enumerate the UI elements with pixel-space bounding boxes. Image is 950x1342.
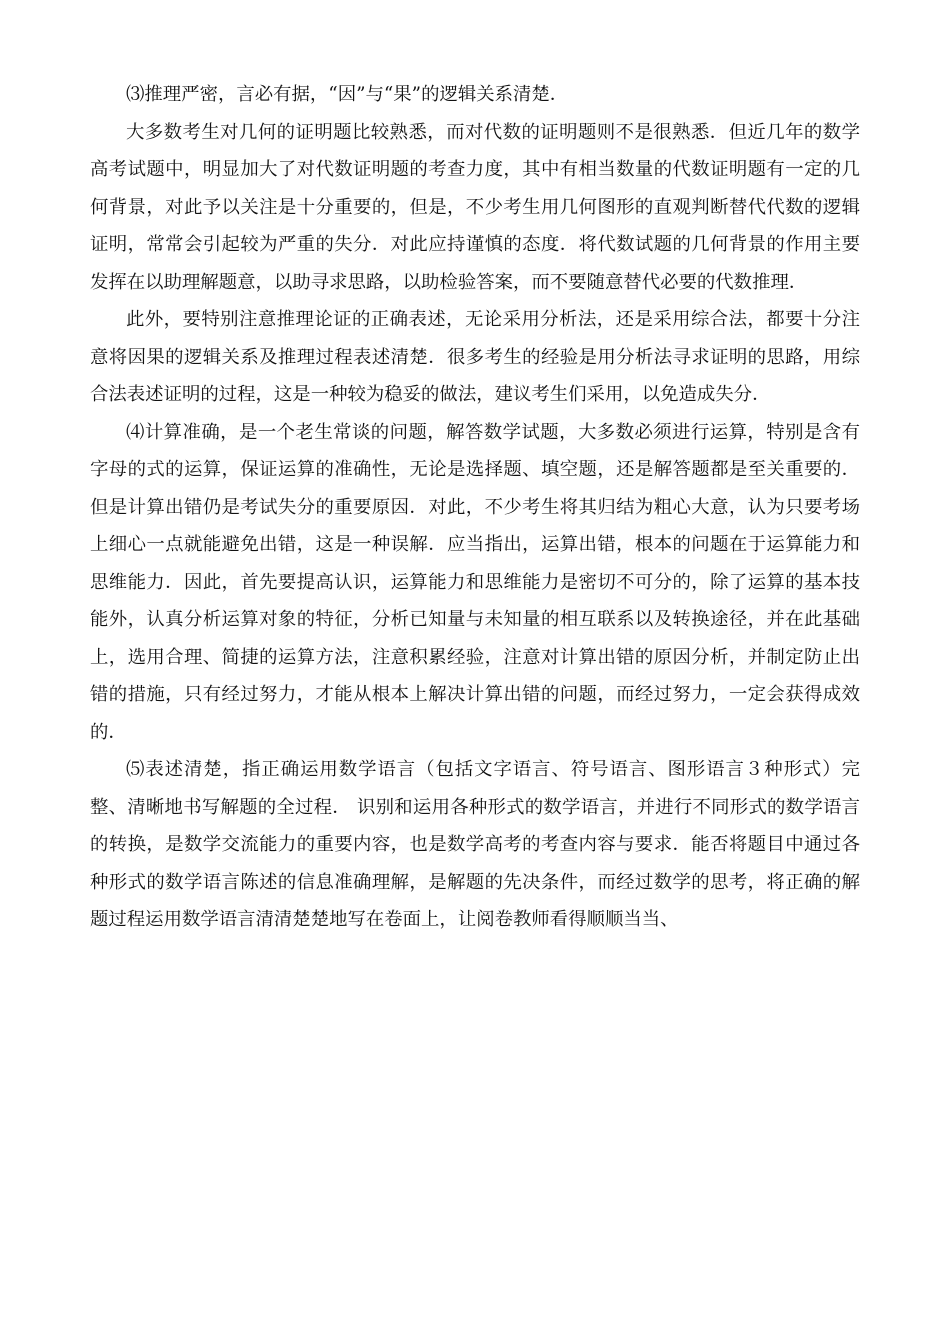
document-page (90, 76, 860, 939)
paragraph-point-3-rigorous-reasoning: ⑶推理严密，言必有据，“因”与“果”的逻辑关系清楚． (126, 84, 569, 105)
paragraph-algebra-proof: 大多数考生对几何的证明题比较熟悉，而对代数的证明题则不是很熟悉．但近几年的数学高考试题中，明显加大了对代数证明题的考查力度，其中有相当数量的代数证明题有一定的几何背景，对此予以关注是十分重要的，但是，不少考生用几何图形的直观判断替代代数的逻辑证明，常常会引起较为严重的失分．对此应持谨慎的态度．将代数试题的几何背景的作用主要发挥在以助理解题意，以助寻求思路，以助检验答案，而不要随意替代必要的代数推理． (90, 121, 860, 293)
paragraph-point-5-clear-expression: ⑸表述清楚，指正确运用数学语言（包括文字语言、符号语言、图形语言３种形式）完整、清晰地书写解题的全过程． 识别和运用各种形式的数学语言，并进行不同形式的数学语言的转换，是数学交流能力的重要内容，也是数学高考的考查内容与要求．能否将题目中通过各种形式的数学语言陈述的信息准确理解，是解题的先决条件，而经过数学的思考，将正确的解题过程运用数学语言清清楚楚地写在卷面上，让阅卷教师看得顺顺当当、 (90, 759, 860, 930)
paragraph-proof-expression: 此外，要特别注意推理论证的正确表述，无论采用分析法，还是采用综合法，都要十分注意将因果的逻辑关系及推理过程表述清楚．很多考生的经验是用分析法寻求证明的思路，用综合法表述证明的过程，这是一种较为稳妥的做法，建议考生们采用，以免造成失分． (90, 309, 860, 405)
paragraph-point-4-accurate-calculation: ⑷计算准确，是一个老生常谈的问题，解答数学试题，大多数必须进行运算，特别是含有字母的式的运算，保证运算的准确性，无论是选择题、填空题，还是解答题都是至关重要的．但是计算出错仍是考试失分的重要原因．对此，不少考生将其归结为粗心大意，认为只要考场上细心一点就能避免出错，这是一种误解．应当指出，运算出错，根本的问题在于运算能力和思维能力．因此，首先要提高认识，运算能力和思维能力是密切不可分的，除了运算的基本技能外，认真分析运算对象的特征，分析已知量与未知量的相互联系以及转换途径，并在此基础上，选用合理、简捷的运算方法，注意积累经验，注意对计算出错的原因分析，并制定防止出错的措施，只有经过努力，才能从根本上解决计算出错的问题，而经过努力，一定会获得成效的． (90, 421, 860, 743)
